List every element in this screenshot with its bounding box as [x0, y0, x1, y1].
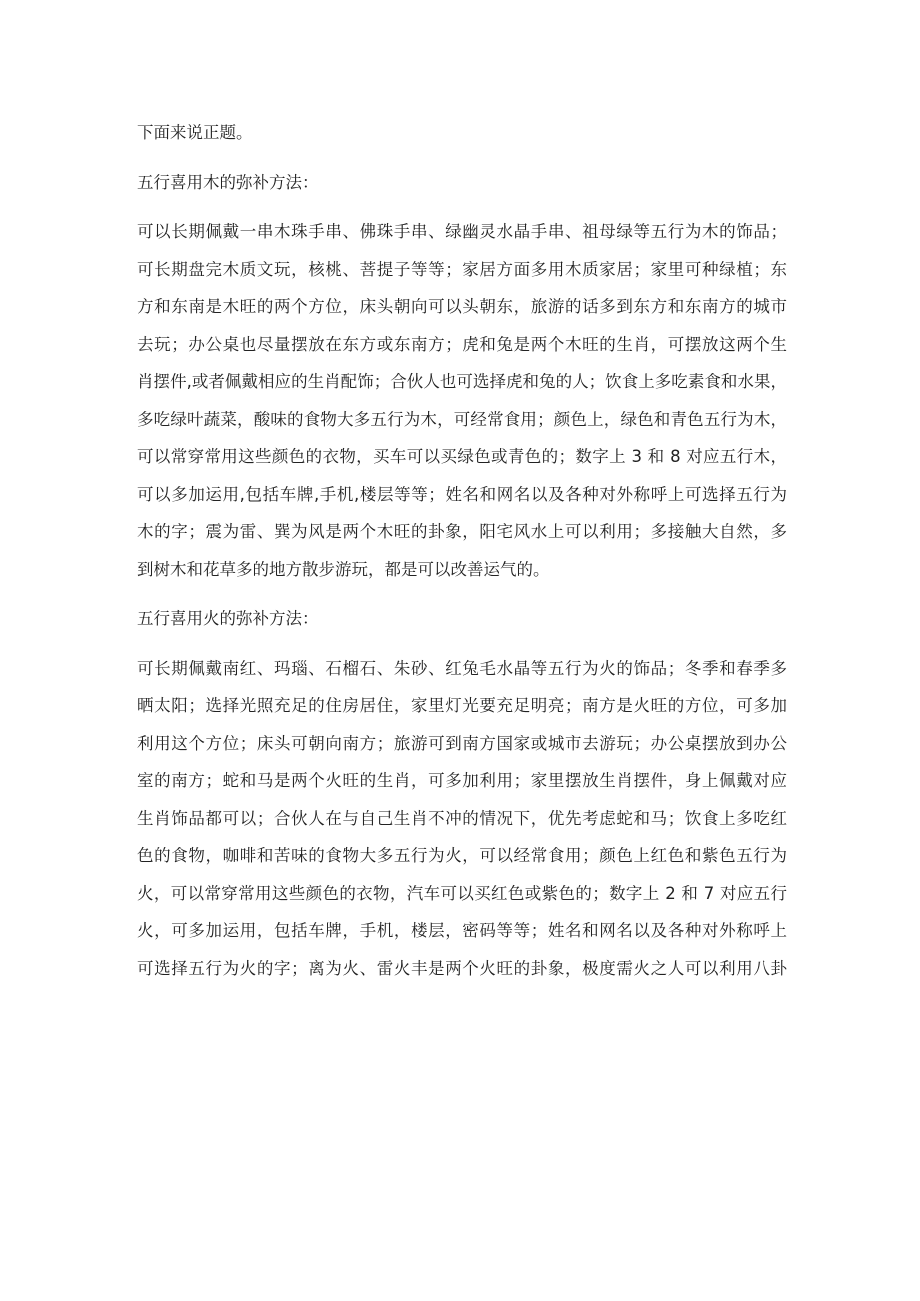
- wood-heading: 五行喜用木的弥补方法：: [137, 172, 319, 192]
- fire-heading: 五行喜用火的弥补方法：: [137, 609, 319, 628]
- text-line: 可以多加运用,包括车牌,手机,楼层等等；姓名和网名以及各种对外称呼上可选择五行为: [137, 484, 787, 504]
- text-line: 可长期盘完木质文玩，核桃、菩提子等等；家居方面多用木质家居；家里可种绿植；东: [137, 259, 787, 279]
- text-line: 生肖饰品都可以；合伙人在与自己生肖不冲的情况下，优先考虑蛇和马；饮食上多吃红: [137, 808, 787, 828]
- paragraph-gap: [137, 152, 787, 164]
- text-line: 可以长期佩戴一串木珠手串、佛珠手串、绿幽灵水晶手串、祖母绿等五行为木的饰品；: [137, 222, 787, 241]
- paragraph-gap: [137, 588, 787, 600]
- text-line: 肖摆件,或者佩戴相应的生肖配饰；合伙人也可选择虎和兔的人；饮食上多吃素食和水果，: [137, 372, 787, 391]
- text-line: 到树木和花草多的地方散步游玩，都是可以改善运气的。: [137, 559, 550, 579]
- fire-paragraph: [137, 650, 787, 988]
- document-body: [137, 114, 787, 987]
- text-line: 火，可多加运用，包括车牌，手机，楼层，密码等等；姓名和网名以及各种对外称呼上: [137, 921, 787, 940]
- text-line: 可长期佩戴南红、玛瑙、石榴石、朱砂、红兔毛水晶等五行为火的饰品；冬季和春季多: [137, 658, 787, 678]
- text-line: 利用这个方位；床头可朝向南方；旅游可到南方国家或城市去游玩；办公桌摆放到办公: [137, 733, 787, 753]
- text-line: 方和东南是木旺的两个方位，床头朝向可以头朝东，旅游的话多到东方和东南方的城市: [137, 297, 787, 316]
- intro-paragraph: 下面来说正题。: [137, 123, 253, 142]
- text-line: 色的食物，咖啡和苦味的食物大多五行为火，可以经常食用；颜色上红色和紫色五行为: [137, 846, 787, 865]
- paragraph-gap: [137, 201, 787, 213]
- text-line: 去玩；办公桌也尽量摆放在东方或东南方；虎和兔是两个木旺的生肖，可摆放这两个生: [137, 334, 787, 354]
- text-line: 多吃绿叶蔬菜，酸味的食物大多五行为木，可经常食用；颜色上，绿色和青色五行为木，: [137, 409, 787, 429]
- text-line: 木的字；震为雷、巽为风是两个木旺的卦象，阳宅风水上可以利用；多接触大自然，多: [137, 522, 787, 541]
- text-line: 晒太阳；选择光照充足的住房居住，家里灯光要充足明亮；南方是火旺的方位，可多加: [137, 696, 787, 715]
- text-line: 室的南方；蛇和马是两个火旺的生肖，可多加利用；家里摆放生肖摆件，身上佩戴对应: [137, 771, 787, 790]
- wood-paragraph: [137, 213, 787, 588]
- text-line: 可选择五行为火的字；离为火、雷火丰是两个火旺的卦象，极度需火之人可以利用八卦: [137, 958, 787, 978]
- paragraph-gap: [137, 638, 787, 650]
- text-line: 可以常穿常用这些颜色的衣物，买车可以买绿色或青色的；数字上 3 和 8 对应五行木，: [137, 447, 787, 466]
- text-line: 火，可以常穿常用这些颜色的衣物，汽车可以买红色或紫色的；数字上 2 和 7 对应五行: [137, 883, 787, 903]
